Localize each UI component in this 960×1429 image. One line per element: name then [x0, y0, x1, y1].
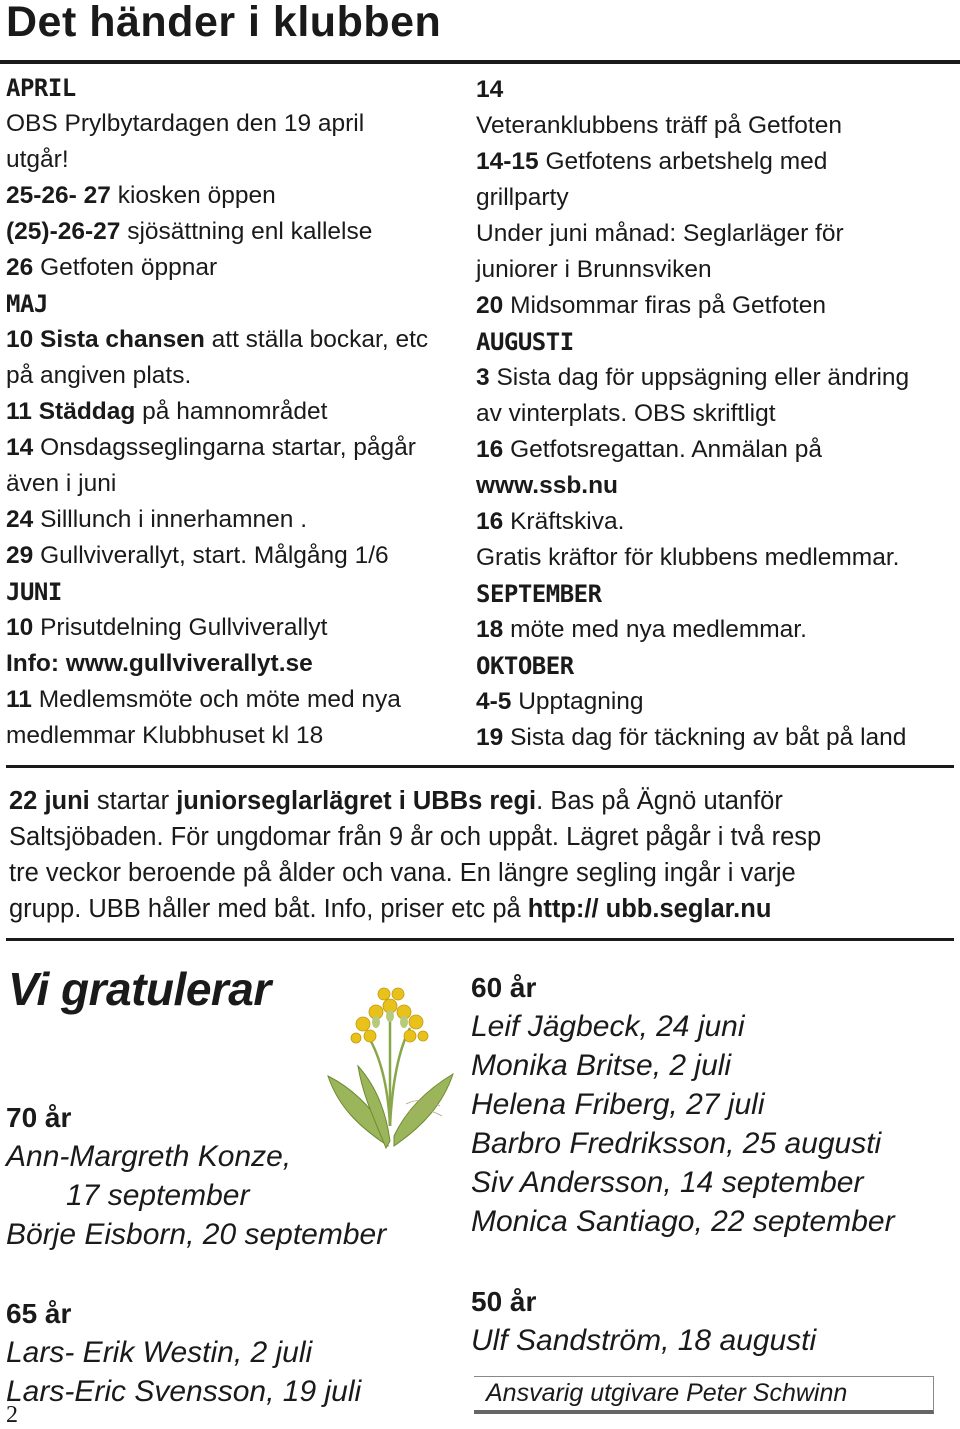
notice-line: [9, 819, 959, 855]
congrats-group-50: [471, 1282, 816, 1360]
notice-emphasis: http:// ubb.seglar.nu: [527, 895, 772, 923]
page-number: 2: [6, 1402, 18, 1428]
calendar-line: [6, 250, 471, 286]
event-text: Medlemsmöte och möte med nya: [31, 686, 401, 713]
event-date: 16: [476, 436, 504, 463]
month-heading: OKTOBER: [476, 652, 574, 680]
calendar-line: [6, 610, 471, 646]
notice-text: tre veckor beroende på ålder och vana. En längre segling ingår i varje: [9, 859, 796, 887]
congrats-group-65: [6, 1294, 361, 1411]
notice-text: grupp. UBB håller med båt. Info, priser etc på: [9, 895, 528, 923]
calendar-line: [476, 360, 960, 396]
age-heading-50: 50 år: [471, 1286, 537, 1317]
event-text: Upptagning: [511, 688, 644, 715]
event-date: 24: [6, 506, 34, 533]
divider-notice-top: [6, 765, 954, 768]
calendar-line: [6, 106, 471, 142]
congrats-name: Barbro Fredriksson, 25 augusti: [471, 1127, 882, 1160]
event-date: 10: [6, 614, 34, 641]
notice-line: [9, 783, 959, 819]
notice-text: startar: [89, 787, 177, 815]
notice-text: . Bas på Ägnö utanför: [536, 787, 783, 815]
calendar-line: [476, 72, 960, 108]
event-date: 14: [6, 434, 34, 461]
event-date: 25-26- 27: [6, 182, 111, 209]
notice-text: Saltsjöbaden. För ungdomar från 9 år och uppåt. Lägret pågår i två resp: [9, 823, 822, 851]
congrats-name: Börje Eisborn, 20 september: [6, 1218, 387, 1251]
calendar-line: [476, 720, 960, 756]
congrats-group-70: [6, 1098, 386, 1254]
calendar-line: [476, 468, 960, 504]
calendar-line: [476, 540, 960, 576]
calendar-line: [6, 538, 471, 574]
event-text: på hamnområdet: [135, 398, 328, 425]
event-text: Getfotsregattan. Anmälan på: [503, 436, 822, 463]
calendar-line: [476, 648, 960, 684]
event-text: Silllunch i innerhamnen .: [33, 506, 308, 533]
congrats-title: Vi gratulerar: [8, 963, 271, 1015]
month-heading: MAJ: [6, 290, 48, 318]
event-date: 3: [476, 364, 490, 391]
page-title: Det händer i klubben: [6, 0, 442, 46]
calendar-line: [476, 684, 960, 720]
congrats-name: Lars-Eric Svensson, 19 juli: [6, 1375, 362, 1408]
event-date: 29: [6, 542, 34, 569]
calendar-line: [476, 180, 960, 216]
event-date: 11: [6, 686, 32, 713]
calendar-line: [6, 322, 471, 358]
event-date: www.ssb.nu: [476, 472, 619, 499]
month-heading: SEPTEMBER: [476, 580, 602, 608]
event-calendar-left: [6, 70, 471, 754]
congrats-name: 17 september: [66, 1179, 250, 1212]
event-date: 14: [476, 76, 504, 103]
calendar-line: [6, 430, 471, 466]
calendar-line: [476, 324, 960, 360]
event-date: Info: www.gullviverallyt.se: [6, 650, 313, 677]
event-text: möte med nya medlemmar.: [503, 616, 807, 643]
event-text: Veteranklubbens träff på Getfoten: [476, 112, 842, 139]
calendar-line: [6, 646, 471, 682]
age-heading-65: 65 år: [6, 1298, 72, 1329]
event-date: 4-5: [476, 688, 512, 715]
event-text: Getfotens arbetshelg med: [538, 148, 828, 175]
congrats-name: Ulf Sandström, 18 augusti: [471, 1324, 817, 1357]
calendar-line: [6, 214, 471, 250]
event-text: grillparty: [476, 184, 569, 211]
calendar-line: [476, 252, 960, 288]
calendar-line: [6, 142, 471, 178]
notice-line: [9, 891, 959, 927]
notice-line: [9, 855, 959, 891]
calendar-line: [6, 682, 471, 718]
event-text: Sista dag för täckning av båt på land: [503, 724, 907, 751]
congrats-name: Monika Britse, 2 juli: [471, 1049, 732, 1082]
congrats-group-60: [471, 968, 895, 1241]
event-text: Onsdagsseglingarna startar, pågår: [33, 434, 416, 461]
calendar-line: [476, 504, 960, 540]
event-text: Midsommar firas på Getfoten: [503, 292, 826, 319]
month-heading: APRIL: [6, 74, 76, 102]
top-divider: [0, 60, 960, 64]
congrats-name: Helena Friberg, 27 juli: [471, 1088, 765, 1121]
event-date: 20: [476, 292, 504, 319]
calendar-line: [476, 432, 960, 468]
event-text: Under juni månad: Seglarläger för: [476, 220, 844, 247]
event-text: på angiven plats.: [6, 362, 192, 389]
age-heading-70: 70 år: [6, 1102, 72, 1133]
event-text: Getfoten öppnar: [33, 254, 218, 281]
junior-camp-notice: [9, 783, 959, 927]
event-text: att ställa bockar, etc: [204, 326, 429, 353]
event-date: 14-15: [476, 148, 539, 175]
calendar-line: [476, 576, 960, 612]
congrats-name: Lars- Erik Westin, 2 juli: [6, 1336, 313, 1369]
event-text: sjösättning enl kallelse: [120, 218, 373, 245]
event-text: kiosken öppen: [110, 182, 276, 209]
congrats-name: Leif Jägbeck, 24 juni: [471, 1010, 745, 1043]
event-text: Gratis kräftor för klubbens medlemmar.: [476, 544, 900, 571]
calendar-line: [476, 108, 960, 144]
publisher-box: [474, 1376, 934, 1414]
calendar-line: [6, 286, 471, 322]
event-date: 26: [6, 254, 34, 281]
calendar-line: [6, 718, 471, 754]
calendar-line: [6, 466, 471, 502]
event-text: Kräftskiva.: [503, 508, 625, 535]
month-heading: AUGUSTI: [476, 328, 574, 356]
event-text: även i juni: [6, 470, 117, 497]
event-text: Sista dag för uppsägning eller ändring: [489, 364, 910, 391]
calendar-line: [6, 178, 471, 214]
congrats-name: Ann-Margreth Konze,: [6, 1140, 292, 1173]
event-date: 11 Städdag: [6, 398, 136, 425]
notice-emphasis: juniorseglarlägret i UBBs regi: [176, 787, 537, 815]
calendar-line: [6, 70, 471, 106]
calendar-line: [476, 216, 960, 252]
event-text: medlemmar Klubbhuset kl 18: [6, 722, 324, 749]
event-date: 10 Sista chansen: [6, 326, 205, 353]
notice-emphasis: 22 juni: [9, 787, 90, 815]
event-text: Prisutdelning Gullviverallyt: [33, 614, 328, 641]
event-text: av vinterplats. OBS skriftligt: [476, 400, 776, 427]
calendar-line: [476, 612, 960, 648]
calendar-line: [6, 394, 471, 430]
divider-notice-bottom: [6, 938, 954, 941]
age-heading-60: 60 år: [471, 972, 537, 1003]
calendar-line: [6, 502, 471, 538]
month-heading: JUNI: [6, 578, 62, 606]
event-text: utgår!: [6, 146, 69, 173]
event-text: juniorer i Brunnsviken: [476, 256, 712, 283]
publisher-text: Ansvarig utgivare Peter Schwinn: [486, 1379, 848, 1407]
calendar-line: [476, 396, 960, 432]
event-date: 18: [476, 616, 504, 643]
event-calendar-right: [476, 72, 960, 756]
congrats-name: Monica Santiago, 22 september: [471, 1205, 895, 1238]
event-date: 16: [476, 508, 504, 535]
event-date: 19: [476, 724, 504, 751]
calendar-line: [6, 358, 471, 394]
event-text: Gullviverallyt, start. Målgång 1/6: [33, 542, 389, 569]
event-text: OBS Prylbytardagen den 19 april: [6, 110, 365, 137]
calendar-line: [6, 574, 471, 610]
calendar-line: [476, 144, 960, 180]
congrats-name: Siv Andersson, 14 september: [471, 1166, 864, 1199]
event-date: (25)-26-27: [6, 218, 121, 245]
calendar-line: [476, 288, 960, 324]
